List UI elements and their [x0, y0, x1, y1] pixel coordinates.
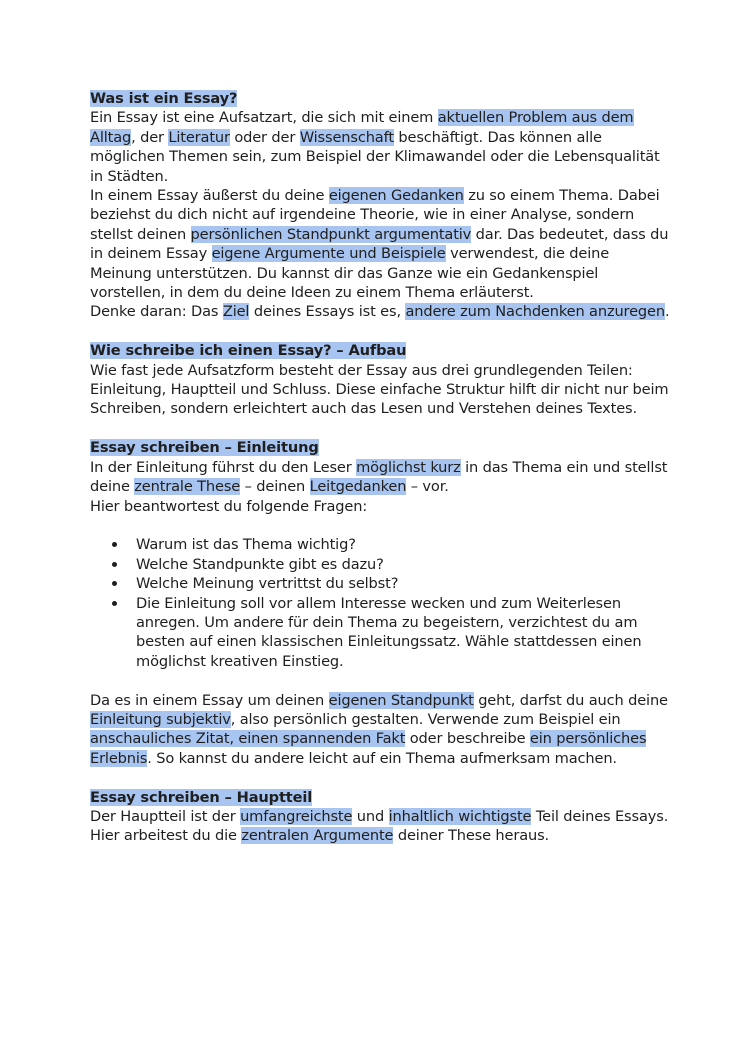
list-item: Warum ist das Thema wichtig?: [136, 535, 670, 554]
highlighted-phrase: persönlichen Standpunkt argumentativ: [190, 225, 472, 243]
text-run: dar. Das bedeutet, dass du in deinem Essay: [90, 225, 669, 263]
text-run: Da es in einem Essay um deinen: [90, 691, 329, 709]
section-heading: [90, 341, 670, 360]
text-run: oder beschreibe: [405, 730, 530, 748]
heading-highlight: Wie schreibe ich einen Essay? – Aufbau: [90, 342, 407, 360]
text-run: In einem Essay äußerst du deine: [90, 187, 329, 205]
text-run: deines Essays ist es,: [249, 303, 406, 321]
paragraph: [90, 691, 670, 769]
highlighted-phrase: anschauliches Zitat, einen spannenden Fakt: [90, 730, 406, 748]
section-hauptteil: [90, 788, 670, 846]
paragraph: [90, 807, 670, 846]
text-run: oder der: [229, 128, 300, 146]
list-item: Welche Meinung vertrittst du selbst?: [136, 574, 670, 593]
highlighted-phrase: Literatur: [168, 128, 230, 146]
highlighted-phrase: Leitgedanken: [309, 478, 407, 496]
text-run: Teil deines Essays. Hier arbeitest du die: [90, 807, 669, 845]
highlighted-phrase: Ziel: [222, 303, 250, 321]
question-list: [90, 535, 670, 671]
highlighted-phrase: andere zum Nachdenken anzuregen: [405, 303, 665, 321]
list-item: Die Einleitung soll vor allem Interesse wecken und zum Weiterlesen anregen. Um andere für dein Thema zu begeistern, verzichtest du am besten auf einen klassischen Einleitungssatz. Wähle stattdessen einen möglichst kreativen Einstieg.: [136, 594, 670, 672]
text-run: verwendest, die deine Meinung unterstützen. Du kannst dir das Ganze wie ein Gedankenspiel vorstellen, in dem du deine Ideen zu einem Thema erläuterst.: [90, 245, 610, 302]
text-run: Ein Essay ist eine Aufsatzart, die sich mit einem: [90, 109, 438, 127]
text-run: und: [352, 807, 389, 825]
paragraph: [90, 302, 670, 321]
text-run: Der Hauptteil ist der: [90, 807, 241, 825]
text-run: . So kannst du andere leicht auf ein Thema aufmerksam machen.: [147, 749, 617, 767]
text-run: Denke daran: Das: [90, 303, 223, 321]
paragraph: [90, 186, 670, 302]
highlighted-phrase: zentralen Argumente: [241, 827, 394, 845]
highlighted-phrase: eigenen Gedanken: [328, 187, 464, 205]
paragraph: [90, 108, 670, 186]
section-aufbau: [90, 341, 670, 419]
text-run: .: [664, 303, 670, 321]
text-run: – vor.: [406, 478, 449, 496]
section-einleitung: [90, 438, 670, 768]
highlighted-phrase: eigenen Standpunkt: [328, 691, 474, 709]
highlighted-phrase: umfangreichste: [240, 807, 353, 825]
highlighted-phrase: ein persönliches Erlebnis: [90, 730, 647, 767]
section-heading: [90, 788, 670, 807]
document-content: [90, 89, 670, 846]
highlighted-phrase: aktuellen Problem aus dem Alltag: [90, 109, 634, 146]
section-heading: [90, 438, 670, 457]
highlighted-phrase: Wissenschaft: [299, 128, 394, 146]
highlighted-phrase: eigene Argumente und Beispiele: [211, 245, 446, 263]
text-run: , also persönlich gestalten. Verwende zum Beispiel ein: [230, 710, 621, 728]
heading-highlight: Was ist ein Essay?: [90, 90, 238, 107]
list-item: Welche Standpunkte gibt es dazu?: [136, 555, 670, 574]
text-run: zu so einem Thema. Dabei beziehst du dich nicht auf irgendeine Theorie, wie in einer Analyse, sondern stellst deinen: [90, 187, 660, 243]
paragraph: Wie fast jede Aufsatzform besteht der Essay aus drei grundlegenden Teilen: Einleitung, Hauptteil und Schluss. Diese einfache Struktur hilft dir nicht nur beim Schreiben, sondern erleichtert auch das Lesen und Verstehen deines Textes.: [90, 361, 669, 418]
text-run: beschäftigt. Das können alle möglichen Themen sein, zum Beispiel der Klimawandel oder die Lebensqualität in Städten.: [90, 128, 660, 185]
paragraph: [90, 458, 670, 497]
highlighted-phrase: zentrale These: [134, 478, 241, 496]
heading-highlight: Essay schreiben – Einleitung: [90, 439, 319, 457]
text-run: – deinen: [240, 478, 310, 496]
section-was-ist-ein-essay: [90, 89, 670, 322]
text-run: , der: [131, 128, 169, 146]
highlighted-phrase: möglichst kurz: [356, 458, 461, 476]
text-run: In der Einleitung führst du den Leser: [90, 458, 357, 476]
text-run: geht, darfst du auch deine: [473, 691, 668, 709]
text-run: deiner These heraus.: [393, 827, 550, 845]
highlighted-phrase: inhaltlich wichtigste: [388, 807, 532, 825]
heading-highlight: Essay schreiben – Hauptteil: [90, 788, 313, 806]
section-heading: [90, 89, 670, 108]
paragraph: Hier beantwortest du folgende Fragen:: [90, 497, 368, 515]
text-run: in das Thema ein und stellst deine: [90, 458, 668, 496]
highlighted-phrase: Einleitung subjektiv: [90, 710, 231, 728]
